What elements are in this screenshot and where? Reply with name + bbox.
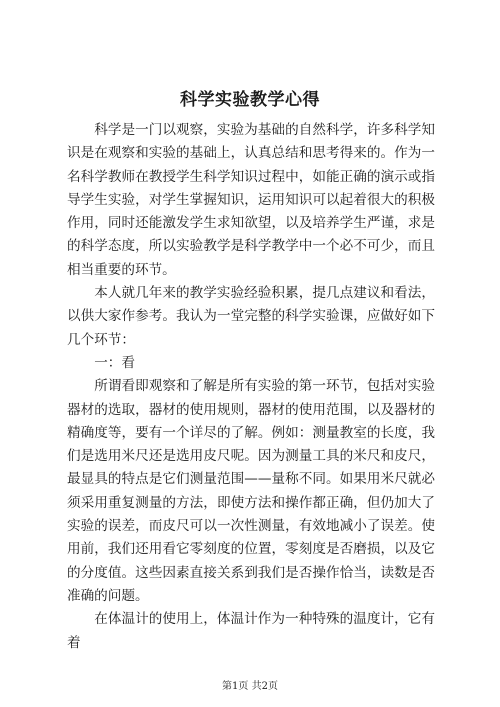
page-number-footer: 第1页 共2页 [222,681,278,692]
paragraph-thermometer: 在体温计的使用上，体温计作为一种特殊的温度计，它有着 [67,611,435,651]
document-body [67,119,435,655]
paragraph-intro: 科学是一门以观察，实验为基础的自然科学，许多科学知识是在观察和实验的基础上，认真总结和思考得来的。作为一名科学教师在教授学生科学知识过程中，如能正确的演示或指导学生实验，对学生掌握知识，运用知识可以起着很大的积极作用，同时还能激发学生求知欲望，以及培养学生严谨，求是的科学态度，所以实验教学是科学教学中一个必不可少，而且相当重要的环节。 [67,122,435,278]
document-title: 科学实验教学心得 [180,90,320,110]
paragraph-suggestions: 本人就几年来的教学实验经验积累，提几点建议和看法，以供大家作参考。我认为一堂完整的科学实验课，应做好如下几个环节： [67,285,435,348]
paragraph-observation: 所谓看即观察和了解是所有实验的第一环节，包括对实验器材的选取，器材的使用规则，器材的使用范围，以及器材的精确度等，要有一个详尽的了解。例如：测量教室的长度，我们是选用米尺还是选用皮尺呢。因为测量工具的米尺和皮尺，最显具的特点是它们测量范围——量称不同。如果用米尺就必须采用重复测量的方法，即使方法和操作都正确，但仍加大了实验的误差，而皮尺可以一次性测量，有效地减小了误差。使用前，我们还用看它零刻度的位置，零刻度是否磨损，以及它的分度值。这些因素直接关系到我们是否操作恰当，读数是否准确的问题。 [67,378,435,604]
section-heading-look: 一：看 [94,354,135,371]
